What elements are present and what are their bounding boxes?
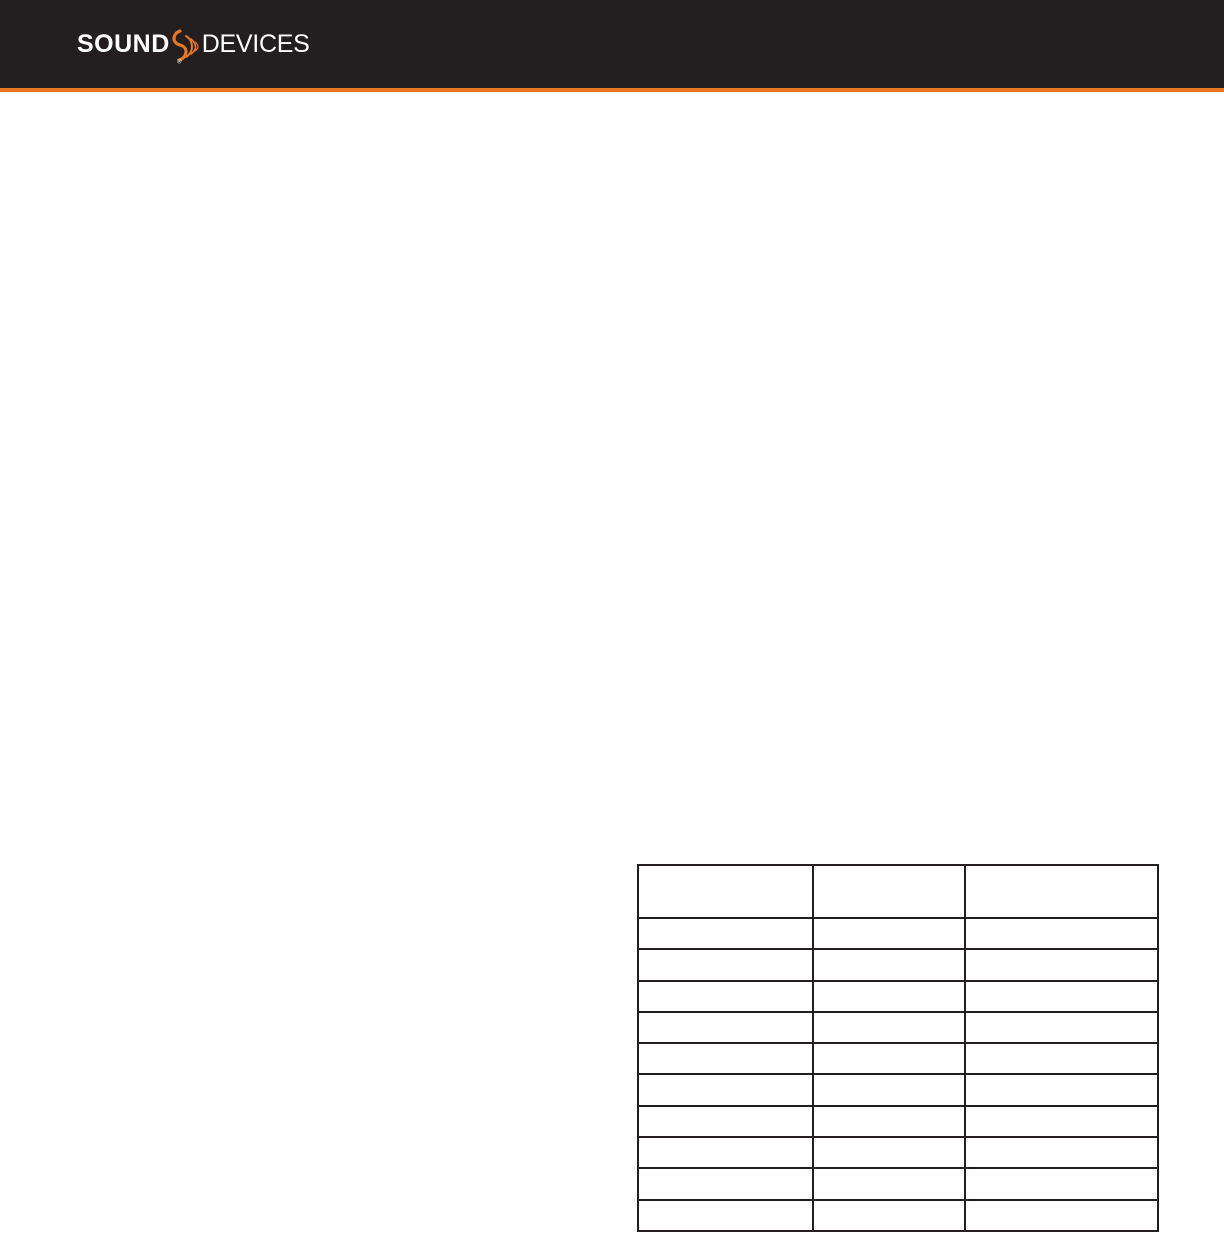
table-cell — [638, 1012, 813, 1043]
table-row — [638, 1137, 1158, 1168]
table-cell — [813, 1137, 965, 1168]
table-header-cell — [813, 865, 965, 918]
table-cell — [965, 1043, 1158, 1074]
table-cell — [638, 1106, 813, 1137]
table-cell — [813, 981, 965, 1012]
specs-table — [637, 864, 1159, 1232]
table-cell — [813, 949, 965, 980]
table-cell — [638, 1137, 813, 1168]
table-header-cell — [965, 865, 1158, 918]
table-row — [638, 1106, 1158, 1137]
table-cell — [813, 1012, 965, 1043]
table-cell — [638, 1168, 813, 1199]
table-row — [638, 1200, 1158, 1231]
table-row — [638, 981, 1158, 1012]
header-accent-line — [0, 88, 1224, 92]
table-cell — [638, 981, 813, 1012]
sound-devices-swirl-icon — [171, 28, 201, 64]
table-row — [638, 1074, 1158, 1105]
table-cell — [965, 918, 1158, 949]
table-cell — [638, 918, 813, 949]
table-cell — [638, 1043, 813, 1074]
registered-mark: ® — [176, 59, 182, 64]
table-cell — [813, 1074, 965, 1105]
table-row — [638, 949, 1158, 980]
table-cell — [965, 1137, 1158, 1168]
table-cell — [813, 1200, 965, 1231]
sound-devices-logo[interactable] — [77, 24, 309, 64]
table-cell — [813, 918, 965, 949]
table-cell — [965, 1074, 1158, 1105]
table-cell — [965, 1106, 1158, 1137]
table-cell — [965, 981, 1158, 1012]
logo-brand-secondary: DEVICES — [201, 29, 310, 58]
table-cell — [965, 949, 1158, 980]
header-bar — [0, 0, 1224, 88]
table-row — [638, 1043, 1158, 1074]
logo-brand-primary: SOUND — [77, 29, 170, 58]
table-cell — [638, 1200, 813, 1231]
table-row — [638, 1168, 1158, 1199]
table-cell — [965, 1168, 1158, 1199]
table-cell — [965, 1200, 1158, 1231]
table-cell — [638, 1074, 813, 1105]
table-cell — [638, 949, 813, 980]
table-cell — [813, 1106, 965, 1137]
table-header-cell — [638, 865, 813, 918]
table-row — [638, 918, 1158, 949]
table-cell — [813, 1043, 965, 1074]
table-header-row — [638, 865, 1158, 918]
table-cell — [813, 1168, 965, 1199]
table-row — [638, 1012, 1158, 1043]
table-cell — [965, 1012, 1158, 1043]
